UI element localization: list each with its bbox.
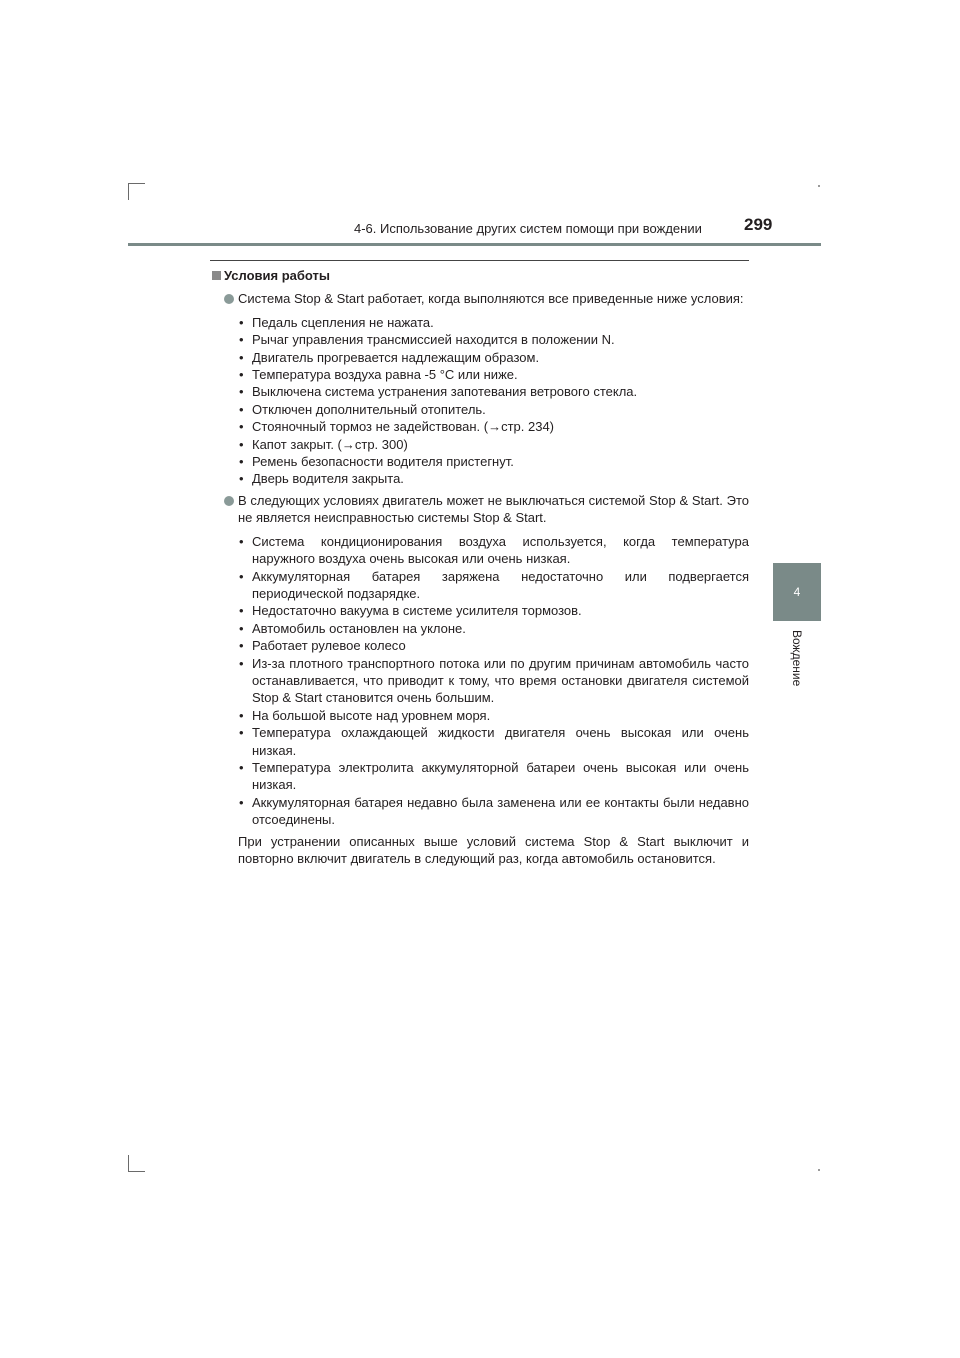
condition-item: • Дверь водителя закрыта. (239, 471, 404, 487)
conditions-list (222, 314, 749, 488)
condition-item: • Педаль сцепления не нажата. (239, 314, 434, 330)
subsection-heading: Условия работы (212, 267, 749, 284)
circle-bullet-icon (224, 496, 234, 506)
section-title: 4-6. Использование других систем помощи при вождении (354, 221, 702, 236)
crop-dot-top-right (818, 185, 820, 187)
item-text: Система Stop & Start работает, когда выполняются все приведенные ниже условия: (238, 291, 744, 307)
chapter-tab (773, 563, 821, 621)
condition-item: • Выключена система устранения запотевания ветрового стекла. (239, 384, 638, 400)
list-item (222, 492, 749, 527)
condition-item: • Из-за плотного транспортного потока или по другим причинам автомобиль часто останавливается, что приводит к тому, что время остановки двигателя системой Stop & Start становится очень большим. (239, 655, 749, 706)
condition-item: • Отключен дополнительный отопитель. (239, 401, 486, 417)
square-bullet-icon (212, 271, 221, 280)
page-content (222, 267, 749, 867)
condition-item: • Аккумуляторная батарея недавно была заменена или ее контакты были недавно отсоединены. (239, 794, 749, 828)
condition-item: • Температура электролита аккумуляторной батареи очень высокая или очень низкая. (239, 759, 749, 793)
circle-bullet-icon (224, 294, 234, 304)
condition-item: • Стояночный тормоз не задействован. (→стр. 234) (239, 419, 555, 435)
condition-item: • Ремень безопасности водителя пристегнут. (239, 454, 514, 470)
crop-mark-top-left-vertical (128, 183, 129, 200)
condition-item: • Двигатель прогревается надлежащим образом. (239, 349, 540, 365)
section-rule (210, 260, 749, 261)
crop-mark-top-left-horizontal (128, 183, 145, 184)
condition-item: • Рычаг управления трансмиссией находится в положении N. (239, 332, 615, 348)
closing-paragraph: При устранении описанных выше условий система Stop & Start выключит и повторно включит двигатель в следующий раз, когда автомобиль остановится. (238, 833, 749, 866)
condition-item: • Недостаточно вакуума в системе усилителя тормозов. (239, 603, 582, 619)
condition-item: • Капот закрыт. (→стр. 300) (239, 436, 408, 452)
condition-item: • На большой высоте над уровнем моря. (239, 707, 491, 723)
item-text: В следующих условиях двигатель может не выключаться системой Stop & Start. Это не является неисправностью системы Stop & Start. (238, 492, 749, 526)
crop-mark-bottom-left-horizontal (128, 1171, 145, 1172)
page-number: 299 (744, 215, 773, 234)
condition-item: • Работает рулевое колесо (239, 638, 406, 654)
condition-item: • Автомобиль остановлен на уклоне. (239, 620, 466, 636)
header-rule (128, 243, 821, 246)
crop-dot-bottom-right (818, 1169, 820, 1171)
list-item (222, 290, 749, 307)
condition-item: • Аккумуляторная батарея заряжена недостаточно или подвергается периодической подзарядке. (239, 568, 749, 601)
conditions-list (222, 533, 749, 829)
condition-item: • Температура воздуха равна -5 °C или ниже. (239, 367, 518, 383)
chapter-label: Вождение (790, 630, 804, 687)
crop-mark-bottom-left-vertical (128, 1155, 129, 1172)
chapter-number: 4 (793, 585, 801, 599)
condition-item: • Температура охлаждающей жидкости двигателя очень высокая или очень низкая. (239, 725, 749, 758)
condition-item: • Система кондиционирования воздуха используется, когда температура наружного воздуха очень высокая или очень низкая. (239, 533, 749, 567)
